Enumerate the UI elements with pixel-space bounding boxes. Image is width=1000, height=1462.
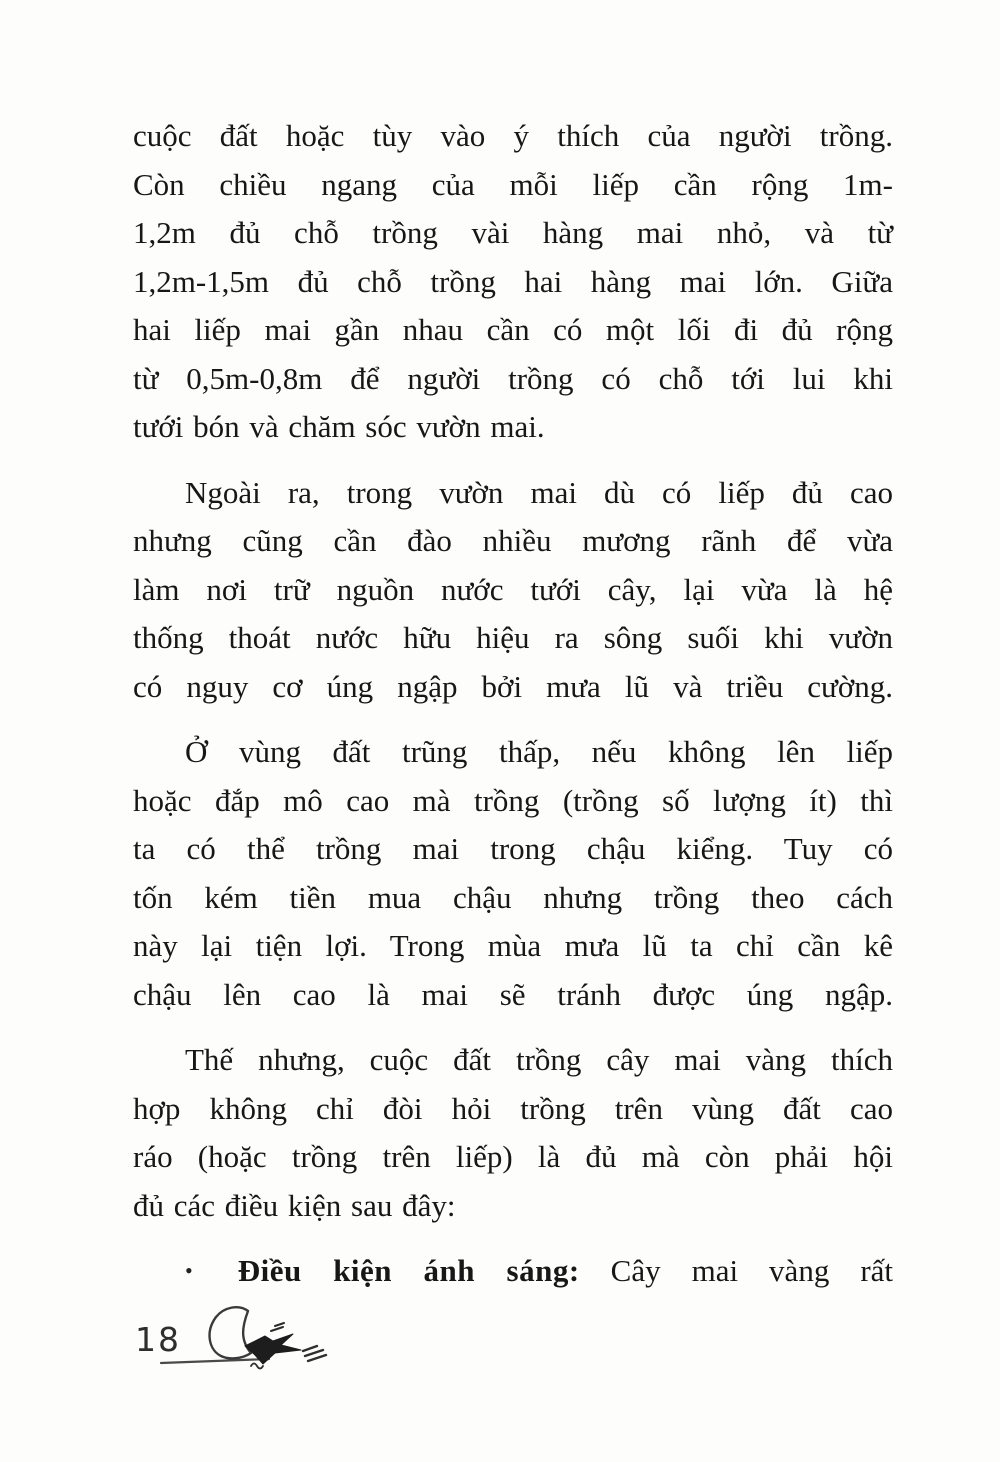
bullet-item <box>133 1247 893 1296</box>
text-line: này lại tiện lợi. Trong mùa mưa lũ ta chỉ cần kê <box>133 928 893 963</box>
text-line: có nguy cơ úng ngập bởi mưa lũ và triều cường. <box>133 668 893 704</box>
bullet-text: Cây mai vàng rất <box>610 1253 894 1288</box>
bullet-icon: • <box>185 1258 193 1283</box>
text-line: cuộc đất hoặc tùy vào ý thích của người trồng. <box>133 118 893 153</box>
body-text <box>133 112 893 1296</box>
text-line: Ở vùng đất trũng thấp, nếu không lên liếp <box>185 734 893 769</box>
text-line: tốn kém tiền mua chậu nhưng trồng theo cách <box>133 879 893 915</box>
text-line: Ngoài ra, trong vườn mai dù có liếp đủ cao <box>185 474 893 510</box>
paragraph <box>133 728 893 1019</box>
text-line: tưới bón và chăm sóc vườn mai. <box>133 409 545 444</box>
text-line: hoặc đắp mô cao mà trồng (trồng số lượng ít) thì <box>133 782 893 818</box>
paragraph <box>133 112 893 452</box>
text-line: nhưng cũng cần đào nhiều mương rãnh để vừa <box>133 523 893 558</box>
text-line: đủ các điều kiện sau đây: <box>133 1187 456 1223</box>
page-footer <box>133 1300 463 1380</box>
paragraph <box>133 1036 893 1230</box>
text-line: Thế nhưng, cuộc đất trồng cây mai vàng thích <box>185 1042 893 1077</box>
text-line: từ 0,5m-0,8m để người trồng có chỗ tới lui khi <box>133 360 893 396</box>
text-line: hai liếp mai gần nhau cần có một lối đi đủ rộng <box>133 312 893 347</box>
text-line: hợp không chỉ đòi hỏi trồng trên vùng đất cao <box>133 1090 893 1126</box>
text-line: chậu lên cao là mai sẽ tránh được úng ngập. <box>133 976 893 1012</box>
text-line: 1,2m đủ chỗ trồng vài hàng mai nhỏ, và từ <box>133 215 893 250</box>
text-line: thống thoát nước hữu hiệu ra sông suối khi vườn <box>133 620 893 655</box>
text-line: Còn chiều ngang của mỗi liếp cần rộng 1m- <box>133 166 893 202</box>
text-line: ráo (hoặc trồng trên liếp) là đủ mà còn phải hội <box>133 1139 893 1174</box>
paragraph <box>133 469 893 712</box>
bullet-heading: Điều kiện ánh sáng: <box>237 1253 580 1288</box>
text-line: ta có thể trồng mai trong chậu kiểng. Tuy có <box>133 831 893 866</box>
text-line: làm nơi trữ nguồn nước tưới cây, lại vừa là hệ <box>133 571 893 607</box>
bird-sketch-ornament-icon <box>159 1300 419 1380</box>
text-line: 1,2m-1,5m đủ chỗ trồng hai hàng mai lớn. Giữa <box>133 263 893 299</box>
page-number: 18 <box>135 1320 181 1359</box>
